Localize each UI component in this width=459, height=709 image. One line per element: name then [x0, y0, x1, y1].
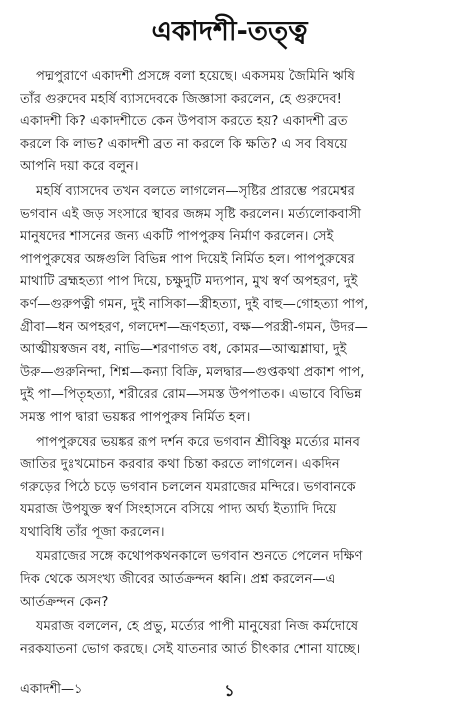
page-title: একাদশী-তত্ত্ব [151, 16, 308, 47]
text-line: যথাবিধি তাঁর পূজা করলেন। [20, 524, 165, 540]
text-line: সমস্ত পাপ দ্বারা ভয়ঙ্কর পাপপুরুষ নির্মিত হল। [20, 409, 251, 425]
text-line: কর্ণ—গুরুপত্নী গমন, দুই নাসিকা—স্ত্রীহত্যা, দুই বাহু—গোহত্যা পাপ, [20, 296, 369, 312]
text-line: পদ্মপুরাণে একাদশী প্রসঙ্গে বলা হয়েছে। একসময় জৈমিনি ঋষি [36, 69, 355, 84]
text-line: মানুষদের শাসনের জন্য একটি পাপপুরুষ নির্মাণ করলেন। সেই [20, 229, 334, 245]
text-line: পাপপুরুষের অঙ্গগুলি বিভিন্ন পাপ দিয়েই নির্মিত হল। পাপপুরুষের [20, 251, 355, 267]
running-title: একাদশী—১ [20, 682, 83, 697]
text-line: যমরাজের সঙ্গে কথোপকথনকালে ভগবান শুনতে পেলেন দক্ষিণ [36, 549, 363, 565]
text-line: আত্মীয়স্বজন বধ, নাভি—শরণাগত বধ, কোমর—আত্মশ্লাঘা, দুই [20, 342, 347, 358]
text-line: ভগবান এই জড় সংসারে স্থাবর জঙ্গম সৃষ্টি করলেন। মর্ত্যলোকবাসী [20, 206, 362, 222]
page-number: ১ [224, 681, 235, 700]
text-line: করলে কি লাভ? একাদশী ব্রত না করলে কি ক্ষতি? এ সব বিষয়ে [20, 136, 348, 152]
text-line: তাঁর গুরুদেব মহর্ষি ব্যাসদেবকে জিজ্ঞাসা করলেন, হে গুরুদেব! [20, 91, 342, 107]
text-line: আপনি দয়া করে বলুন। [20, 159, 139, 175]
text-line: গ্রীবা—ধন অপহরণ, গলদেশ—ভ্রূণহত্যা, বক্ষ—পরস্ত্রী-গমন, উদর— [20, 319, 368, 335]
text-line: উরু—গুরুনিন্দা, শিশ্ন—কন্যা বিক্রি, মলদ্বার—গুপ্তকথা প্রকাশ পাপ, [20, 364, 365, 380]
paragraph [20, 432, 440, 545]
text-line: মহর্ষি ব্যাসদেব তখন বলতে লাগলেন—সৃষ্টির প্রারম্ভে পরমেশ্বর [36, 183, 355, 199]
text-line: যমরাজ উপযুক্ত স্বর্ণ সিংহাসনে বসিয়ে পাদ্য অর্ঘ্য ইত্যাদি দিয়ে [20, 502, 337, 518]
text-line: আর্তক্রন্দন কেন? [20, 594, 109, 610]
text-line: পাপপুরুষের ভয়ঙ্কর রূপ দর্শন করে ভগবান শ্রীবিষ্ণু মর্ত্যের মানব [36, 434, 360, 450]
text-line: একাদশী কি? একাদশীতে কেন উপবাস করতে হয়? একাদশী ব্রত [20, 114, 348, 130]
text-line: গরুড়ের পিঠে চড়ে ভগবান চললেন যমরাজের মন্দিরে। ভগবানকে [20, 479, 356, 495]
text-line: নরকযাতনা ভোগ করছে। সেই যাতনার আর্ত চীৎকার শোনা যাচ্ছে। [20, 641, 361, 657]
paragraph [20, 616, 440, 661]
text-line: দিক থেকে অসংখ্য জীবের আর্তক্রন্দন ধ্বনি। প্রশ্ন করলেন—এ [20, 572, 336, 588]
paragraph [20, 66, 440, 179]
text-line: জাতির দুঃখমোচন করবার কথা চিন্তা করতে লাগলেন। একদিন [20, 457, 340, 473]
body-text [20, 66, 440, 663]
text-line: মাথাটি ব্রহ্মহত্যা পাপ দিয়ে, চক্ষুদুটি মদ্যপান, মুখ স্বর্ণ অপহরণ, দুই [20, 274, 358, 290]
text-line: দুই পা—পিতৃহত্যা, শরীরের রোম—সমস্ত উপপাতক। এভাবে বিভিন্ন [20, 387, 362, 403]
text-line: যমরাজ বললেন, হে প্রভু, মর্ত্যের পাপী মানুষেরা নিজ কর্মদোষে [36, 619, 359, 635]
paragraph [20, 546, 440, 614]
page-footer [20, 678, 439, 700]
paragraph [20, 181, 440, 430]
